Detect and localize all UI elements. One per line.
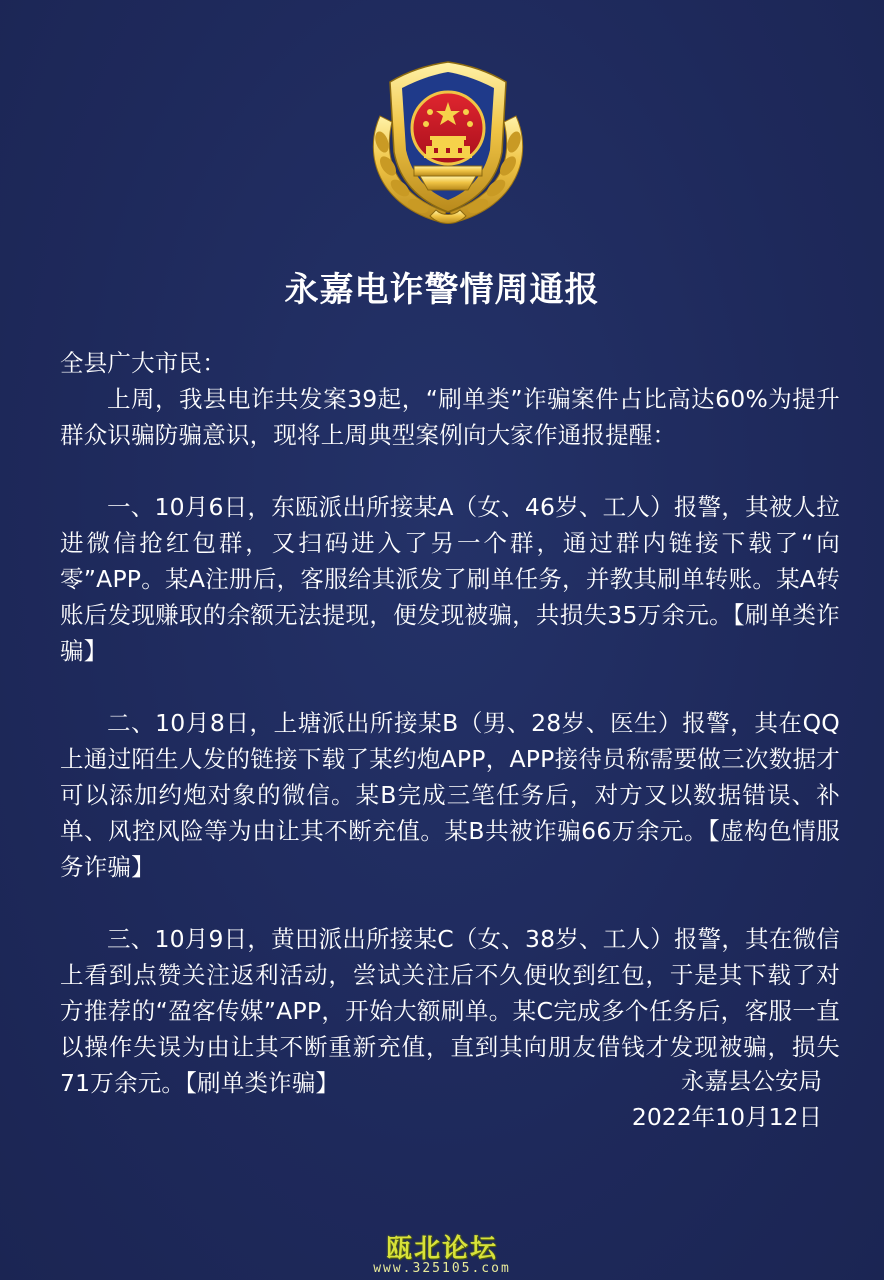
watermark-url: www.325105.com	[373, 1261, 511, 1276]
paragraph-gap	[60, 885, 840, 921]
watermark	[0, 1228, 884, 1276]
signature-block	[632, 1063, 822, 1135]
notice-body	[60, 345, 840, 1101]
intro-paragraph: 上周，我县电诈共发案39起，“刷单类”诈骗案件占比高达60%为提升群众识骗防骗意识，现将上周典型案例向大家作通报提醒：	[60, 385, 840, 449]
paragraph-gap	[60, 669, 840, 705]
police-emblem-icon	[360, 56, 536, 230]
salutation: 全县广大市民：	[60, 349, 226, 377]
page-title: 永嘉电诈警情周通报	[284, 270, 600, 310]
signature-date: 2022年10月12日	[631, 1103, 822, 1131]
case-paragraph-2: 二、10月8日，上塘派出所接某B（男、28岁、医生）报警，其在QQ上通过陌生人发的链接下载了某约炮APP，APP接待员称需要做三次数据才可以添加约炮对象的微信。某B完成三笔任务后，对方又以数据错误、补单、风控风险等为由让其不断充值。某B共被诈骗66万余元。【虚构色情服务诈骗】	[60, 709, 840, 881]
paragraph-gap	[60, 453, 840, 489]
case-paragraph-3: 三、10月9日，黄田派出所接某C（女、38岁、工人）报警，其在微信上看到点赞关注返利活动，尝试关注后不久便收到红包，于是其下载了对方推荐的“盈客传媒”APP，开始大额刷单。某C完成多个任务后，客服一直以操作失误为由让其不断重新充值，直到其向朋友借钱才发现被骗，损失71万余元。【刷单类诈骗】	[60, 925, 840, 1097]
signature-org: 永嘉县公安局	[681, 1067, 822, 1095]
watermark-logo: 瓯北论坛	[385, 1234, 498, 1264]
case-paragraph-1: 一、10月6日，东瓯派出所接某A（女、46岁、工人）报警，其被人拉进微信抢红包群，又扫码进入了另一个群，通过群内链接下载了“向零”APP。某A注册后，客服给其派发了刷单任务，并教其刷单转账。某A转账后发现赚取的余额无法提现，便发现被骗，共损失35万余元。【刷单类诈骗】	[60, 493, 840, 665]
